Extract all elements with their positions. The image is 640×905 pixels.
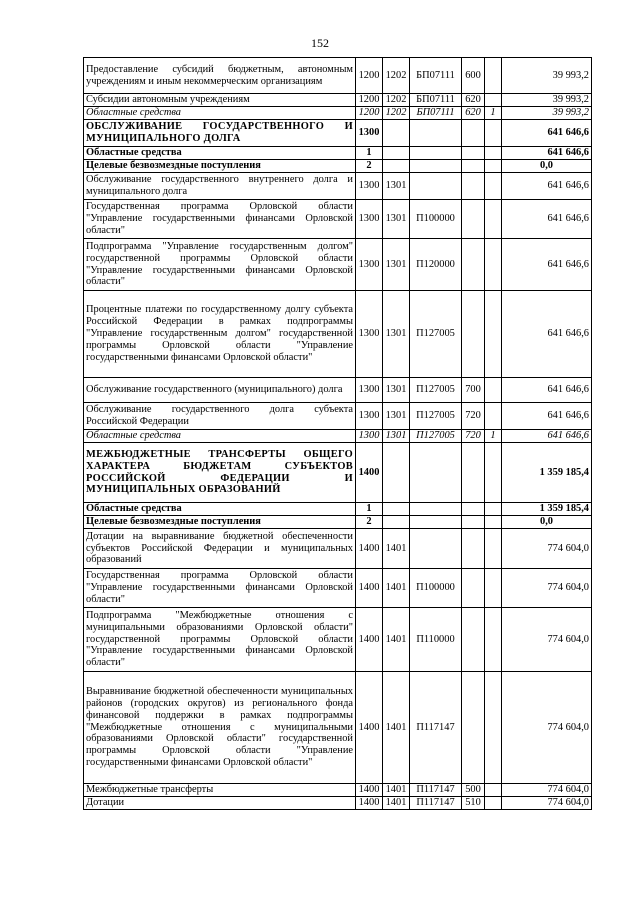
table-row <box>84 672 592 784</box>
target-article-code: П127005 <box>410 403 462 430</box>
funding-source-code <box>485 569 502 608</box>
table-row <box>84 443 592 503</box>
row-description: Обслуживание государственного внутреннего долга и муниципального долга <box>84 173 356 200</box>
section-code: 1400 <box>356 608 383 672</box>
amount: 641 646,6 <box>502 403 592 430</box>
row-description: Областные средства <box>84 503 356 516</box>
target-article-code: П100000 <box>410 200 462 239</box>
target-article-code <box>410 503 462 516</box>
expense-type-code <box>462 516 485 529</box>
funding-source-code <box>485 784 502 797</box>
table-row <box>84 378 592 403</box>
row-description: Обслуживание государственного долга субъекта Российской Федерации <box>84 403 356 430</box>
target-article-code: П110000 <box>410 608 462 672</box>
section-code: 1400 <box>356 784 383 797</box>
section-code: 2 <box>356 516 383 529</box>
target-article-code: П100000 <box>410 569 462 608</box>
amount: 641 646,6 <box>502 378 592 403</box>
row-description: Областные средства <box>84 430 356 443</box>
expense-type-code <box>462 239 485 291</box>
subsection-code: 1401 <box>383 797 410 810</box>
table-row <box>84 403 592 430</box>
section-code: 1300 <box>356 200 383 239</box>
expense-type-code <box>462 160 485 173</box>
section-code: 1400 <box>356 672 383 784</box>
row-description: Подпрограмма "Межбюджетные отношения с муниципальными образованиями Орловской области" государственной программы Орловской области "Управление государственными финансами Орловской области" <box>84 608 356 672</box>
subsection-code: 1401 <box>383 784 410 797</box>
section-code: 1400 <box>356 529 383 569</box>
row-description: Обслуживание государственного (муниципального) долга <box>84 378 356 403</box>
page-number: 152 <box>311 36 329 50</box>
expense-type-code <box>462 443 485 503</box>
subsection-code: 1301 <box>383 378 410 403</box>
table-row <box>84 529 592 569</box>
funding-source-code <box>485 503 502 516</box>
section-code: 1400 <box>356 569 383 608</box>
funding-source-code <box>485 516 502 529</box>
target-article-code: БП07111 <box>410 107 462 120</box>
expense-type-code <box>462 608 485 672</box>
table-row <box>84 503 592 516</box>
amount: 1 359 185,4 <box>502 503 592 516</box>
amount: 0,0 <box>502 516 592 529</box>
target-article-code <box>410 120 462 147</box>
expense-type-code <box>462 569 485 608</box>
funding-source-code <box>485 147 502 160</box>
section-code: 1 <box>356 503 383 516</box>
table-row <box>84 608 592 672</box>
table-row <box>84 200 592 239</box>
table-row <box>84 430 592 443</box>
expense-type-code <box>462 120 485 147</box>
section-code: 2 <box>356 160 383 173</box>
amount: 641 646,6 <box>502 200 592 239</box>
row-description: Государственная программа Орловской области "Управление государственными финансами Орловской области" <box>84 569 356 608</box>
funding-source-code <box>485 94 502 107</box>
row-description: Областные средства <box>84 147 356 160</box>
funding-source-code: 1 <box>485 430 502 443</box>
expense-type-code: 620 <box>462 107 485 120</box>
section-code: 1300 <box>356 378 383 403</box>
funding-source-code <box>485 443 502 503</box>
section-code: 1300 <box>356 291 383 378</box>
row-description: Целевые безвозмездные поступления <box>84 516 356 529</box>
expense-type-code <box>462 503 485 516</box>
funding-source-code <box>485 173 502 200</box>
subsection-code <box>383 147 410 160</box>
subsection-code: 1401 <box>383 672 410 784</box>
row-description: Дотации на выравнивание бюджетной обеспеченности субъектов Российской Федерации и муниципальных образований <box>84 529 356 569</box>
section-code: 1300 <box>356 173 383 200</box>
subsection-code: 1202 <box>383 58 410 94</box>
table-row <box>84 516 592 529</box>
funding-source-code <box>485 200 502 239</box>
subsection-code: 1202 <box>383 94 410 107</box>
row-description: ОБСЛУЖИВАНИЕ ГОСУДАРСТВЕННОГО И МУНИЦИПАЛЬНОГО ДОЛГА <box>84 120 356 147</box>
target-article-code: П117147 <box>410 797 462 810</box>
table-row <box>84 173 592 200</box>
target-article-code: П117147 <box>410 784 462 797</box>
target-article-code <box>410 160 462 173</box>
expense-type-code: 700 <box>462 378 485 403</box>
row-description: Государственная программа Орловской области "Управление государственными финансами Орловской области" <box>84 200 356 239</box>
funding-source-code <box>485 378 502 403</box>
table-row <box>84 239 592 291</box>
funding-source-code <box>485 291 502 378</box>
target-article-code: БП07111 <box>410 58 462 94</box>
section-code: 1400 <box>356 797 383 810</box>
funding-source-code <box>485 403 502 430</box>
subsection-code <box>383 160 410 173</box>
expense-type-code: 720 <box>462 430 485 443</box>
row-description: Целевые безвозмездные поступления <box>84 160 356 173</box>
expense-type-code: 600 <box>462 58 485 94</box>
row-description: Межбюджетные трансферты <box>84 784 356 797</box>
target-article-code: П127005 <box>410 291 462 378</box>
target-article-code <box>410 173 462 200</box>
amount: 641 646,6 <box>502 120 592 147</box>
subsection-code: 1301 <box>383 173 410 200</box>
amount: 774 604,0 <box>502 529 592 569</box>
table-row <box>84 94 592 107</box>
row-description: Дотации <box>84 797 356 810</box>
subsection-code <box>383 443 410 503</box>
row-description: МЕЖБЮДЖЕТНЫЕ ТРАНСФЕРТЫ ОБЩЕГО ХАРАКТЕРА БЮДЖЕТАМ СУБЪЕКТОВ РОССИЙСКОЙ ФЕДЕРАЦИИ И МУНИЦИПАЛЬНЫХ ОБРАЗОВАНИЙ <box>84 443 356 503</box>
subsection-code: 1301 <box>383 239 410 291</box>
table-row <box>84 107 592 120</box>
funding-source-code <box>485 608 502 672</box>
subsection-code: 1401 <box>383 608 410 672</box>
section-code: 1 <box>356 147 383 160</box>
target-article-code <box>410 516 462 529</box>
amount: 641 646,6 <box>502 291 592 378</box>
expense-type-code <box>462 529 485 569</box>
table-row <box>84 120 592 147</box>
expense-type-code <box>462 173 485 200</box>
funding-source-code <box>485 160 502 173</box>
row-description: Подпрограмма "Управление государственным долгом" государственной программы Орловской области "Управление государственными финансами Орловской области" <box>84 239 356 291</box>
table-row <box>84 569 592 608</box>
section-code: 1300 <box>356 403 383 430</box>
amount: 0,0 <box>502 160 592 173</box>
expense-type-code: 720 <box>462 403 485 430</box>
target-article-code <box>410 443 462 503</box>
subsection-code: 1202 <box>383 107 410 120</box>
section-code: 1200 <box>356 107 383 120</box>
funding-source-code <box>485 239 502 291</box>
amount: 774 604,0 <box>502 797 592 810</box>
section-code: 1300 <box>356 120 383 147</box>
row-description: Процентные платежи по государственному долгу субъекта Российской Федерации в рамках подпрограммы "Управление государственным долгом" государственной программы Орловской области "Управление государственными финансами Орловской области" <box>84 291 356 378</box>
table-row <box>84 797 592 810</box>
subsection-code: 1301 <box>383 403 410 430</box>
table-row <box>84 58 592 94</box>
section-code: 1200 <box>356 94 383 107</box>
section-code: 1300 <box>356 430 383 443</box>
subsection-code: 1401 <box>383 529 410 569</box>
amount: 641 646,6 <box>502 147 592 160</box>
section-code: 1200 <box>356 58 383 94</box>
funding-source-code <box>485 529 502 569</box>
target-article-code: П120000 <box>410 239 462 291</box>
funding-source-code <box>485 58 502 94</box>
amount: 641 646,6 <box>502 430 592 443</box>
amount: 39 993,2 <box>502 107 592 120</box>
amount: 774 604,0 <box>502 784 592 797</box>
subsection-code <box>383 516 410 529</box>
target-article-code: П117147 <box>410 672 462 784</box>
row-description: Предоставление субсидий бюджетным, автономным учреждениям и иным некоммерческим организациям <box>84 58 356 94</box>
subsection-code: 1301 <box>383 430 410 443</box>
row-description: Областные средства <box>84 107 356 120</box>
expense-type-code <box>462 147 485 160</box>
subsection-code: 1301 <box>383 200 410 239</box>
subsection-code: 1301 <box>383 291 410 378</box>
funding-source-code: 1 <box>485 107 502 120</box>
amount: 39 993,2 <box>502 94 592 107</box>
target-article-code: П127005 <box>410 430 462 443</box>
target-article-code: П127005 <box>410 378 462 403</box>
amount: 39 993,2 <box>502 58 592 94</box>
amount: 1 359 185,4 <box>502 443 592 503</box>
expense-type-code <box>462 200 485 239</box>
table-row <box>84 147 592 160</box>
subsection-code <box>383 503 410 516</box>
section-code: 1400 <box>356 443 383 503</box>
target-article-code <box>410 529 462 569</box>
row-description: Субсидии автономным учреждениям <box>84 94 356 107</box>
amount: 774 604,0 <box>502 672 592 784</box>
funding-source-code <box>485 120 502 147</box>
funding-source-code <box>485 672 502 784</box>
table-row <box>84 160 592 173</box>
expense-type-code: 620 <box>462 94 485 107</box>
expense-type-code <box>462 291 485 378</box>
row-description: Выравнивание бюджетной обеспеченности муниципальных районов (городских округов) из регионального фонда финансовой поддержки в рамках подпрограммы "Межбюджетные отношения с муниципальными образованиями Орловской области" государственной программы Орловской области "Управление государственными финансами Орловской области" <box>84 672 356 784</box>
amount: 774 604,0 <box>502 608 592 672</box>
target-article-code <box>410 147 462 160</box>
subsection-code: 1401 <box>383 569 410 608</box>
expense-type-code <box>462 672 485 784</box>
target-article-code: БП07111 <box>410 94 462 107</box>
expense-type-code: 500 <box>462 784 485 797</box>
amount: 641 646,6 <box>502 173 592 200</box>
amount: 641 646,6 <box>502 239 592 291</box>
expense-type-code: 510 <box>462 797 485 810</box>
budget-table <box>83 57 592 810</box>
table-row <box>84 784 592 797</box>
section-code: 1300 <box>356 239 383 291</box>
subsection-code <box>383 120 410 147</box>
funding-source-code <box>485 797 502 810</box>
amount: 774 604,0 <box>502 569 592 608</box>
table-row <box>84 291 592 378</box>
